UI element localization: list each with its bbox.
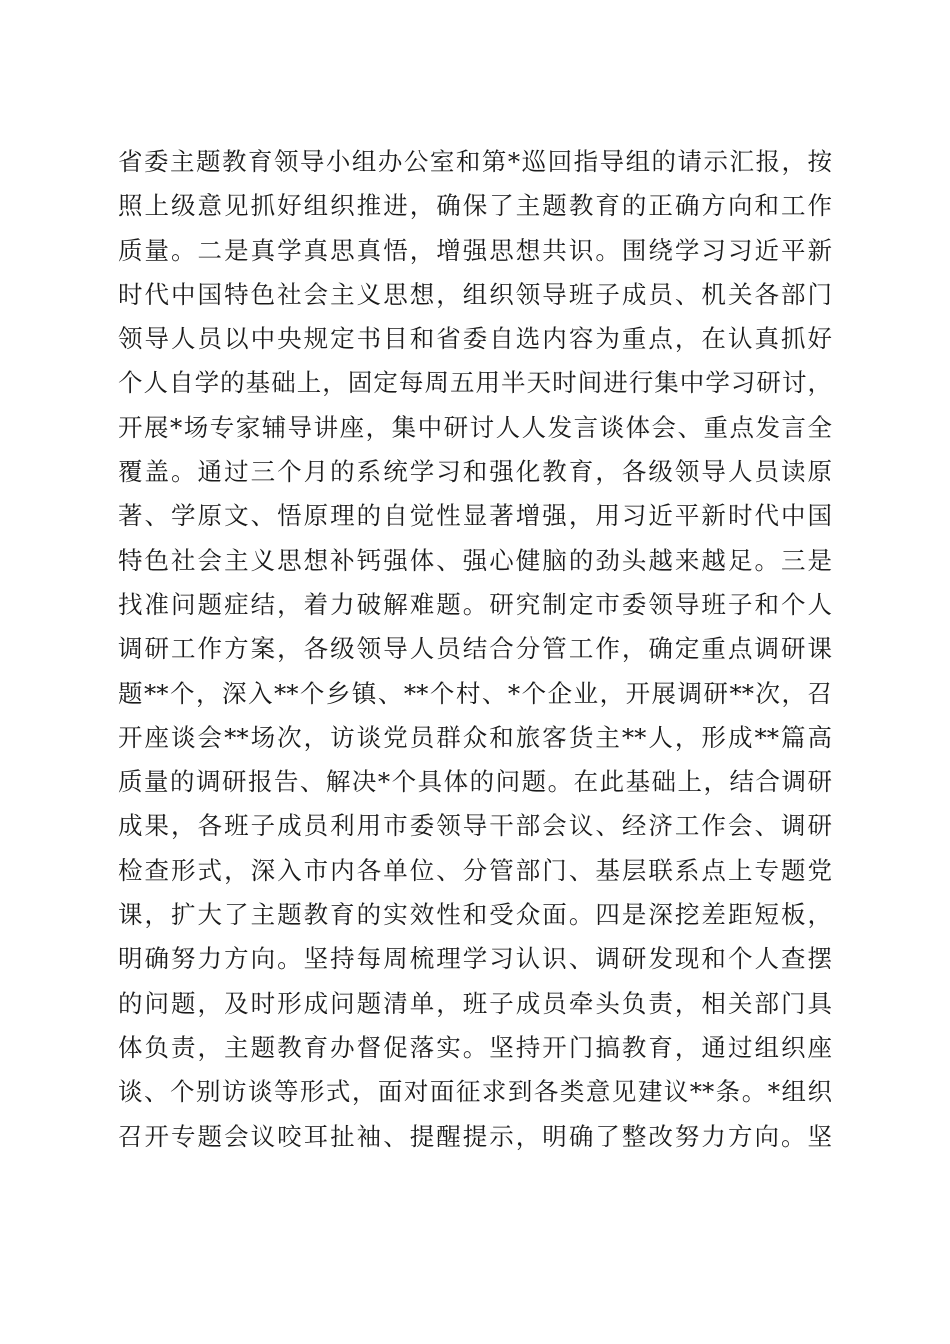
text-line: 领导人员以中央规定书目和省委自选内容为重点，在认真抓好 [118,324,832,354]
text-line: 明确努力方向。坚持每周梳理学习认识、调研发现和个人查摆 [118,944,832,974]
text-line: 时代中国特色社会主义思想，组织领导班子成员、机关各部门 [118,279,832,309]
text-line: 课，扩大了主题教育的实效性和受众面。四是深挖差距短板， [118,900,832,930]
text-line: 质量的调研报告、解决*个具体的问题。在此基础上，结合调研 [118,767,832,797]
text-line: 调研工作方案，各级领导人员结合分管工作，确定重点调研课 [118,634,832,664]
text-line: 找准问题症结，着力破解难题。研究制定市委领导班子和个人 [118,589,832,619]
text-line: 质量。二是真学真思真悟，增强思想共识。围绕学习习近平新 [118,235,832,265]
text-line: 的问题，及时形成问题清单，班子成员牵头负责，相关部门具 [118,988,832,1018]
text-line: 题**个，深入**个乡镇、**个村、*个企业，开展调研**次，召 [118,678,832,708]
text-line: 省委主题教育领导小组办公室和第*巡回指导组的请示汇报，按 [118,147,832,176]
text-line: 照上级意见抓好组织推进，确保了主题教育的正确方向和工作 [118,191,832,221]
text-line: 检查形式，深入市内各单位、分管部门、基层联系点上专题党 [118,855,832,885]
text-line: 开座谈会**场次，访谈党员群众和旅客货主**人，形成**篇高 [118,722,832,752]
text-line: 召开专题会议咬耳扯袖、提醒提示，明确了整改努力方向。坚 [118,1121,832,1151]
text-line: 特色社会主义思想补钙强体、强心健脑的劲头越来越足。三是 [118,545,832,575]
text-line: 成果，各班子成员利用市委领导干部会议、经济工作会、调研 [118,811,832,841]
text-line: 个人自学的基础上，固定每周五用半天时间进行集中学习研讨， [118,368,832,398]
text-line: 开展*场专家辅导讲座，集中研讨人人发言谈体会、重点发言全 [118,412,832,442]
text-line: 著、学原文、悟原理的自觉性显著增强，用习近平新时代中国 [118,501,832,531]
body-paragraph [118,140,832,1159]
text-line: 谈、个别访谈等形式，面对面征求到各类意见建议**条。*组织 [118,1077,832,1107]
text-line: 体负责，主题教育办督促落实。坚持开门搞教育，通过组织座 [118,1032,832,1062]
text-line: 覆盖。通过三个月的系统学习和强化教育，各级领导人员读原 [118,457,832,487]
